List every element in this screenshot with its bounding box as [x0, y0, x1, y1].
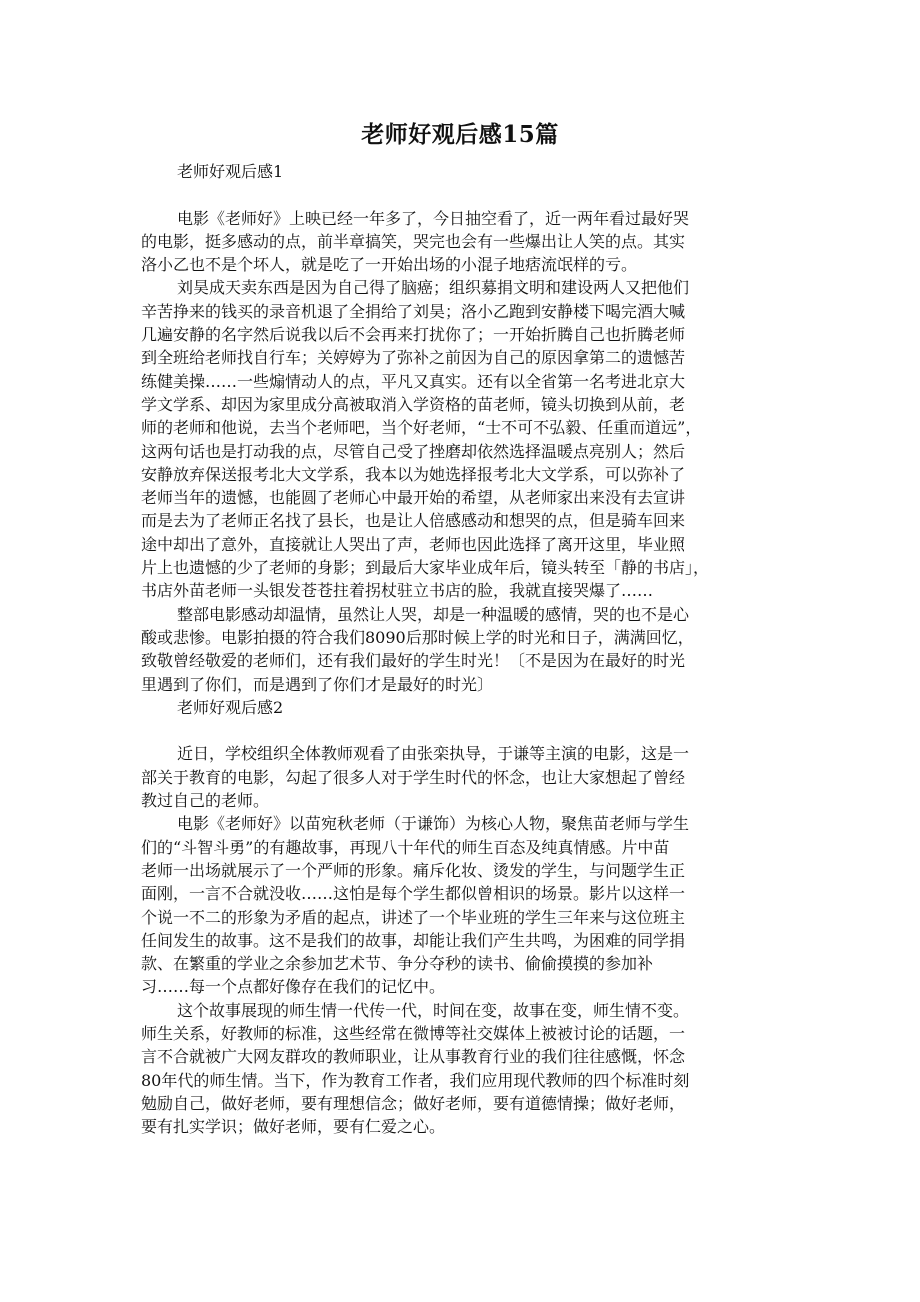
text-line: 电影《老师好》以苗宛秋老师（于谦饰）为核心人物，聚焦苗老师与学生	[177, 814, 690, 834]
text-line: 辛苦挣来的钱买的录音机退了全捐给了刘昊；洛小乙跑到安静楼下喝完酒大喊	[141, 301, 686, 321]
text-line: 面刚，一言不合就没收……这怕是每个学生都似曾相识的场景。影片以这样一	[141, 884, 686, 904]
text-line: 教过自己的老师。	[141, 791, 270, 811]
section-heading: 老师好观后感1	[177, 162, 284, 181]
paragraph	[141, 999, 777, 1139]
section-heading: 老师好观后感2	[177, 697, 284, 717]
text-line: 整部电影感动却温情，虽然让人哭，却是一种温暖的感情，哭的也不是心	[177, 604, 690, 624]
text-line: 片上也遗憾的少了老师的身影；到最后大家毕业成年后，镜头转至「静的书店」，	[141, 558, 710, 578]
text-line: 勉励自己，做好老师，要有理想信念；做好老师，要有道德情操；做好老师，	[141, 1093, 686, 1113]
text-line: 言不合就被广大网友群攻的教师职业，让从事教育行业的我们往往感慨，怀念	[141, 1047, 686, 1067]
text-line: 致敬曾经敬爱的老师们，还有我们最好的学生时光！〔不是因为在最好的时光	[141, 651, 686, 671]
document-body	[141, 160, 777, 1138]
text-line: 习……每一个点都好像存在我们的记忆中。	[141, 977, 446, 997]
text-line: 近日，学校组织全体教师观看了由张栾执导，于谦等主演的电影，这是一	[177, 744, 690, 764]
text-line: 部关于教育的电影，勾起了很多人对于学生时代的怀念，也让大家想起了曾经	[141, 767, 686, 787]
paragraph	[141, 742, 777, 812]
text-line: 到全班给老师找自行车；关婷婷为了弥补之前因为自己的原因拿第二的遗憾苦	[141, 348, 686, 368]
paragraph	[141, 207, 777, 277]
text-line: 刘昊成天卖东西是因为自己得了脑癌；组织募捐文明和建设两人又把他们	[177, 278, 690, 298]
paragraph	[141, 812, 777, 998]
text-line: 款、在繁重的学业之余参加艺术节、争分夺秒的读书、偷偷摸摸的参加补	[141, 954, 654, 974]
text-line: 任间发生的故事。这不是我们的故事，却能让我们产生共鸣，为困难的同学捐	[141, 930, 686, 950]
text-line: 们的“斗智斗勇”的有趣故事，再现八十年代的师生百态及纯真情感。片中苗	[141, 837, 670, 857]
text-line: 师生关系，好教师的标准，这些经常在微博等社交媒体上被被讨论的话题，一	[141, 1023, 686, 1043]
paragraph	[141, 276, 777, 602]
text-line: 练健美操……一些煽情动人的点，平凡又真实。还有以全省第一名考进北京大	[141, 371, 686, 391]
text-line: 电影《老师好》上映已经一年多了，今日抽空看了，近一两年看过最好哭	[177, 208, 690, 228]
text-line: 的电影，挺多感动的点，前半章搞笑，哭完也会有一些爆出让人笑的点。其实	[141, 231, 686, 251]
text-line: 洛小乙也不是个坏人，就是吃了一开始出场的小混子地痞流氓样的亏。	[141, 255, 638, 275]
text-line: 安静放弃保送报考北大文学系，我本以为她选择报考北大文学系，可以弥补了	[141, 464, 686, 484]
text-line: 学文学系、却因为家里成分高被取消入学资格的苗老师，镜头切换到从前，老	[141, 394, 686, 414]
blank-line	[141, 183, 777, 206]
text-line: 这个故事展现的师生情一代传一代，时间在变，故事在变，师生情不变。	[177, 1000, 690, 1020]
text-line: 书店外苗老师一头银发苍苍拄着拐杖驻立书店的脸，我就直接哭爆了……	[141, 581, 654, 601]
text-line: 个说一不二的形象为矛盾的起点，讲述了一个毕业班的学生三年来与这位班主	[141, 907, 686, 927]
text-line: 几遍安静的名字然后说我以后不会再来打扰你了；一开始折腾自己也折腾老师	[141, 325, 686, 345]
text-line: 师的老师和他说，去当个老师吧，当个好老师，“士不可不弘毅、任重而道远”，	[141, 418, 702, 438]
text-line: 而是去为了老师正名找了县长，也是让人倍感感动和想哭的点，但是骑车回来	[141, 511, 686, 531]
text-line: 80年代的师生情。当下，作为教育工作者，我们应用现代教师的四个标准时刻	[141, 1070, 690, 1090]
paragraph	[141, 603, 777, 696]
document-title: 老师好观后感15篇	[361, 121, 559, 148]
text-line: 要有扎实学识；做好老师，要有仁爱之心。	[141, 1117, 446, 1137]
blank-line	[141, 719, 777, 742]
text-line: 里遇到了你们，而是遇到了你们才是最好的时光〕	[141, 674, 494, 694]
text-line: 老师一出场就展示了一个严师的形象。痛斥化妆、烫发的学生，与问题学生正	[141, 860, 686, 880]
text-line: 这两句话也是打动我的点，尽管自己受了挫磨却依然选择温暖点亮别人；然后	[141, 441, 686, 461]
text-line: 酸或悲惨。电影拍摄的符合我们8090后那时候上学的时光和日子，满满回忆，	[141, 627, 694, 647]
text-line: 老师当年的遗憾，也能圆了老师心中最开始的希望，从老师家出来没有去宣讲	[141, 488, 686, 508]
text-line: 途中却出了意外，直接就让人哭出了声，老师也因此选择了离开这里，毕业照	[141, 534, 686, 554]
